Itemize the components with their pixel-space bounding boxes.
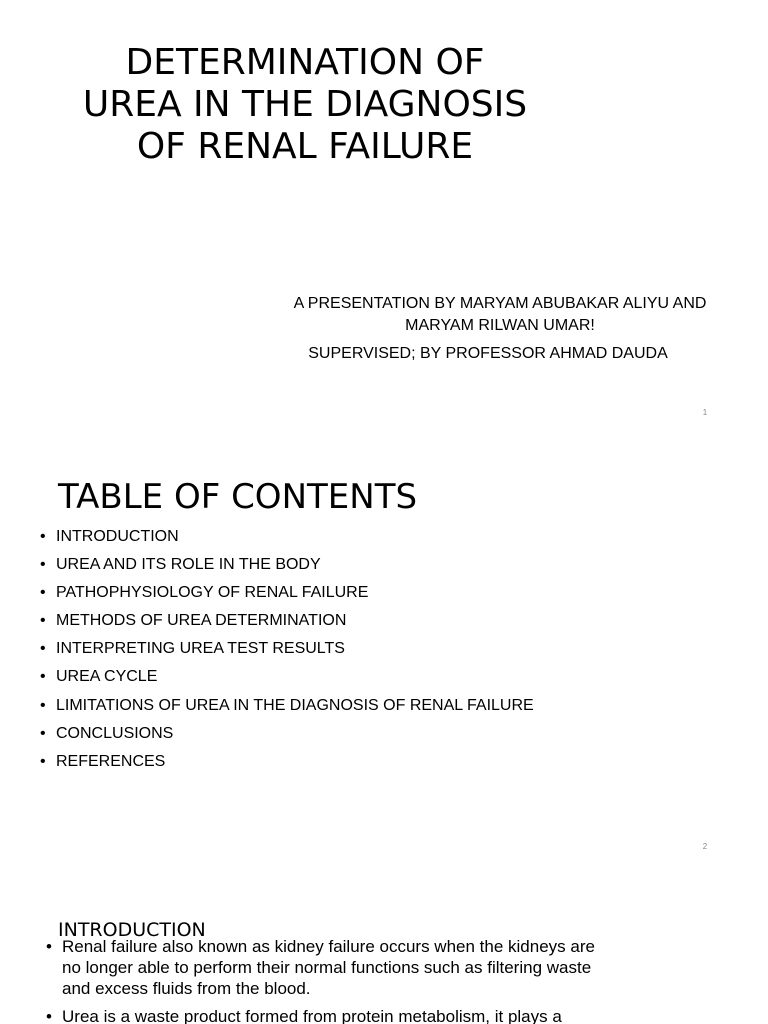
toc-item-label: LIMITATIONS OF UREA IN THE DIAGNOSIS OF RENAL FAILURE [56, 696, 534, 714]
page-number: 2 [702, 842, 708, 851]
bullet-icon: • [40, 752, 46, 770]
intro-bullet-text: Urea is a waste product formed from protein metabolism, it plays a [62, 1007, 562, 1024]
bullet-icon: • [40, 584, 46, 602]
presentation-title: DETERMINATION OF UREA IN THE DIAGNOSIS OF RENAL FAILURE [82, 42, 528, 167]
toc-item [40, 582, 534, 610]
supervisor-line: SUPERVISED; BY PROFESSOR AHMAD DAUDA [308, 345, 668, 362]
bullet-icon: • [40, 724, 46, 742]
toc-item-label: INTERPRETING UREA TEST RESULTS [56, 640, 345, 658]
toc-item [40, 554, 534, 582]
introduction-slide [0, 866, 768, 1024]
toc-item [40, 695, 534, 723]
toc-item-label: CONCLUSIONS [56, 724, 174, 742]
introduction-heading: INTRODUCTION [58, 919, 206, 941]
bullet-icon: • [40, 668, 46, 686]
title-slide [0, 0, 768, 432]
toc-item-label: REFERENCES [56, 752, 166, 770]
toc-item [40, 666, 534, 694]
toc-item-label: METHODS OF UREA DETERMINATION [56, 612, 347, 630]
intro-bullet [46, 1006, 596, 1024]
bullet-icon: • [40, 612, 46, 630]
toc-item [40, 751, 534, 779]
page-number: 1 [702, 408, 708, 417]
toc-item-label: UREA CYCLE [56, 668, 158, 686]
toc-item [40, 638, 534, 666]
toc-item-label: INTRODUCTION [56, 528, 179, 545]
table-of-contents-slide [0, 433, 768, 866]
intro-bullet-text: Renal failure also known as kidney failure occurs when the kidneys are no longer able to perform their normal functions such as filtering waste and excess fluids from the blood. [62, 937, 595, 998]
bullet-icon: • [40, 556, 46, 574]
toc-item [40, 723, 534, 751]
toc-item-label: UREA AND ITS ROLE IN THE BODY [56, 556, 321, 574]
bullet-icon: • [46, 937, 52, 956]
toc-item-label: PATHOPHYSIOLOGY OF RENAL FAILURE [56, 584, 369, 602]
bullet-icon: • [46, 1007, 52, 1024]
intro-bullet [46, 936, 596, 999]
bullet-icon: • [40, 640, 46, 658]
introduction-bullets [46, 936, 596, 1024]
toc-list [40, 526, 534, 779]
bullet-icon: • [40, 696, 46, 714]
bullet-icon: • [40, 528, 46, 545]
toc-item [40, 610, 534, 638]
toc-heading: TABLE OF CONTENTS [58, 477, 418, 517]
presenters-line: A PRESENTATION BY MARYAM ABUBAKAR ALIYU AND MARYAM RILWAN UMAR! [293, 295, 707, 334]
toc-item [40, 526, 534, 554]
